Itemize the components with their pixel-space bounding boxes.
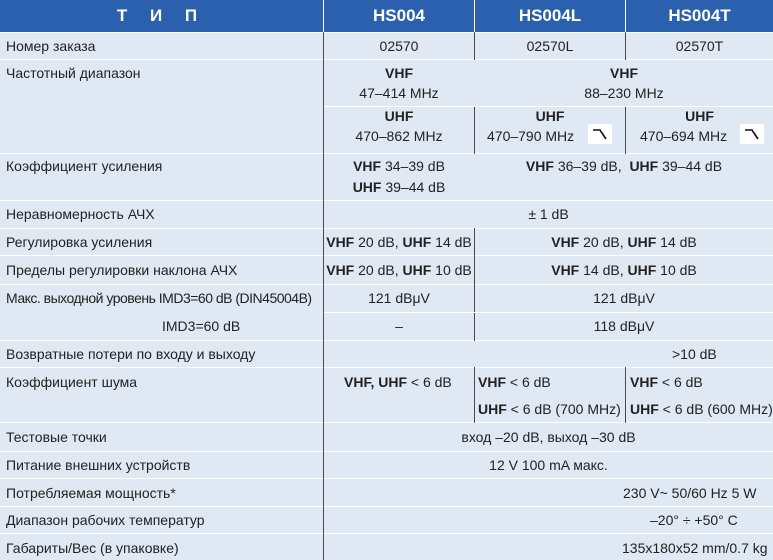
return-label: Возвратные потери по входу и выходу	[6, 346, 256, 362]
noise-label: Коэффициент шума	[6, 374, 138, 390]
freq-c2-uhf: 470–790 MHz	[487, 128, 575, 144]
row-divider	[0, 533, 773, 534]
maxout-label2: IMD3=60 dB	[162, 318, 241, 334]
power-label: Питание внешних устройств	[6, 457, 191, 473]
maxout-c23b: 118 dBμV	[593, 318, 655, 334]
freq-c3-uhf: 470–694 MHz	[640, 128, 728, 144]
order-label: Номер заказа	[6, 38, 96, 54]
gain-c1-vhf: VHF 34–39 dB	[353, 158, 445, 174]
consum-label: Потребляемая мощность*	[6, 485, 176, 501]
row-divider	[0, 153, 773, 154]
freq-c1-vhf: 47–414 MHz	[359, 85, 439, 101]
dims-value: 135x180x52 mm/0.7 kg	[622, 540, 768, 556]
maxout-c23: 121 dBμV	[593, 290, 655, 306]
slope-c1: VHF 20 dB, UHF 10 dB	[326, 262, 472, 278]
row-divider	[0, 422, 773, 423]
freq-c1-vhf-band: VHF	[385, 65, 413, 81]
consum-value: 230 V~ 50/60 Hz 5 W	[623, 485, 757, 501]
gain-c23: VHF 36–39 dB, UHF 39–44 dB	[525, 158, 723, 174]
header-hs004l: HS004L	[518, 6, 582, 25]
freq-c1-uhf: 470–862 MHz	[355, 128, 443, 144]
power-value: 12 V 100 mA макс.	[489, 457, 608, 473]
row-divider	[0, 506, 773, 507]
return-value: >10 dB	[672, 346, 717, 362]
row-divider	[0, 284, 773, 285]
row-divider	[0, 59, 773, 60]
test-label: Тестовые точки	[6, 429, 107, 445]
column-divider	[625, 367, 626, 423]
row-divider	[0, 200, 773, 201]
freq-c1-uhf-band: UHF	[384, 108, 414, 124]
freq-c23-vhf: 88–230 MHz	[584, 85, 664, 101]
row-divider	[0, 255, 773, 256]
order-hs004: 02570	[379, 38, 419, 54]
row-divider	[0, 32, 773, 33]
order-hs004l: 02570L	[526, 38, 574, 54]
noise-c3-uhf: UHF < 6 dB (600 MHz)	[630, 401, 773, 417]
noise-c2-vhf: VHF < 6 dB	[478, 374, 551, 390]
row-divider	[0, 228, 773, 229]
maxout-label: Макс. выходной уровень IMD3=60 dB (DIN45004B)	[6, 290, 312, 306]
order-hs004t: 02570T	[675, 38, 724, 54]
header-type: Т И П	[116, 6, 207, 25]
ripple-label: Неравномерность АЧХ	[6, 206, 155, 222]
freq-label: Частотный диапазон	[6, 65, 141, 81]
gainadj-label: Регулировка усиления	[6, 234, 153, 250]
lowpass-filter-icon	[740, 124, 764, 144]
row-divider	[0, 367, 773, 368]
row-divider	[0, 451, 773, 452]
temp-label: Диапазон рабочих температур	[6, 512, 205, 528]
freq-c2-uhf-band: UHF	[535, 108, 565, 124]
slope-label: Пределы регулировки наклона АЧХ	[6, 262, 238, 278]
noise-c2-uhf: UHF < 6 dB (700 MHz)	[478, 401, 621, 417]
header-hs004t: HS004T	[668, 6, 731, 25]
gainadj-c1: VHF 20 dB, UHF 14 dB	[326, 234, 472, 250]
temp-value: –20° ÷ +50° C	[650, 512, 738, 528]
maxout-c1b: –	[395, 318, 403, 334]
gain-label: Коэффициент усиления	[6, 158, 163, 174]
test-value: вход –20 dB, выход –30 dB	[461, 429, 636, 445]
row-divider	[0, 478, 773, 479]
row-divider	[0, 340, 773, 341]
gain-c1-uhf: UHF 39–44 dB	[352, 179, 446, 195]
table-header	[0, 0, 773, 32]
maxout-c1: 121 dBμV	[368, 290, 430, 306]
freq-c3-uhf-band: UHF	[685, 108, 714, 124]
noise-c3-vhf: VHF < 6 dB	[630, 374, 703, 390]
column-divider	[474, 367, 475, 423]
freq-c23-vhf-band: VHF	[610, 65, 638, 81]
slope-c23: VHF 14 dB, UHF 10 dB	[551, 262, 697, 278]
lowpass-filter-icon	[588, 124, 612, 144]
gainadj-c23: VHF 20 dB, UHF 14 dB	[551, 234, 697, 250]
maxout-subdivider	[324, 312, 773, 313]
ripple-value: ± 1 dB	[528, 206, 569, 222]
header-hs004: HS004	[373, 6, 425, 25]
noise-c1: VHF, UHF < 6 dB	[344, 374, 452, 390]
dims-label: Габариты/Вес (в упаковке)	[6, 540, 179, 556]
